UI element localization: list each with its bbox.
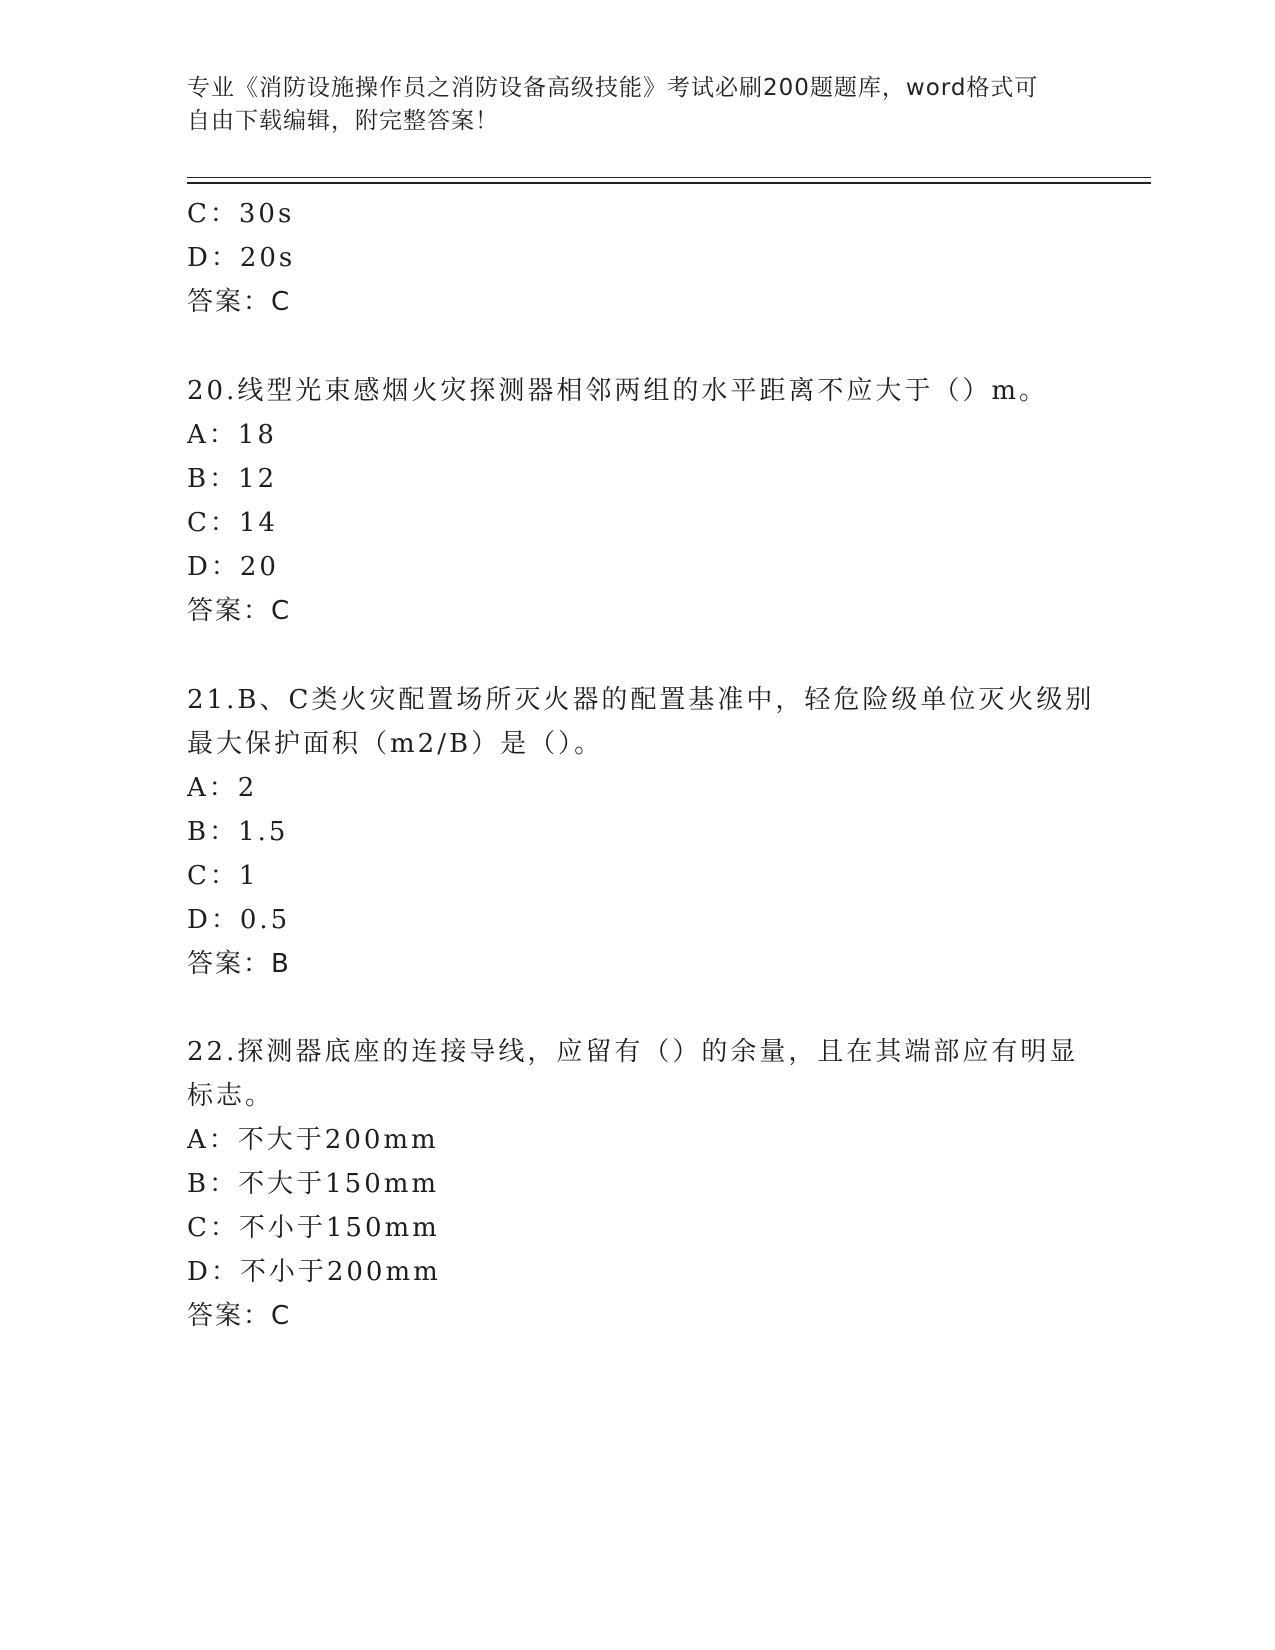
document-header (187, 72, 1067, 138)
prev-option-c: C：30s (187, 199, 295, 229)
q20-option-a: A：18 (187, 420, 277, 450)
q22-stem-line-2: 标志。 (187, 1081, 275, 1111)
q21-option-a: A：2 (187, 773, 258, 803)
q22-option-d: D：不小于200mm (187, 1257, 441, 1287)
q22-option-a: A：不大于200mm (187, 1125, 439, 1155)
q21-stem-line-2: 最大保护面积（m2/B）是（）。 (187, 729, 604, 759)
prev-answer: 答案：C (187, 287, 292, 317)
q21-option-c: C：1 (187, 861, 259, 891)
q20-stem: 20.线型光束感烟火灾探测器相邻两组的水平距离不应大于（）m。 (187, 376, 1049, 406)
q22-answer: 答案：C (187, 1301, 292, 1331)
header-line-2: 自由下载编辑，附完整答案！ (187, 108, 499, 134)
q20-option-d: D：20 (187, 552, 279, 582)
q21-stem-line-1: 21.B、C类火灾配置场所灭火器的配置基准中，轻危险级单位灭火级别 (187, 685, 1095, 715)
q22-option-b: B：不大于150mm (187, 1169, 440, 1199)
q21-answer: 答案：B (187, 949, 291, 979)
q21-option-b: B：1.5 (187, 817, 289, 847)
q20-answer: 答案：C (187, 596, 292, 626)
q21-option-d: D：0.5 (187, 905, 291, 935)
prev-option-d: D：20s (187, 243, 296, 273)
q22-stem-line-1: 22.探测器底座的连接导线，应留有（）的余量，且在其端部应有明显 (187, 1037, 1079, 1067)
header-rule-thick (187, 182, 1151, 184)
q20-option-b: B：12 (187, 464, 278, 494)
header-rule-thin (187, 177, 1151, 178)
header-line-1: 专业《消防设施操作员之消防设备高级技能》考试必刷200题题库，word格式可 (187, 75, 1039, 101)
q22-option-c: C：不小于150mm (187, 1213, 440, 1243)
q20-option-c: C：14 (187, 508, 278, 538)
